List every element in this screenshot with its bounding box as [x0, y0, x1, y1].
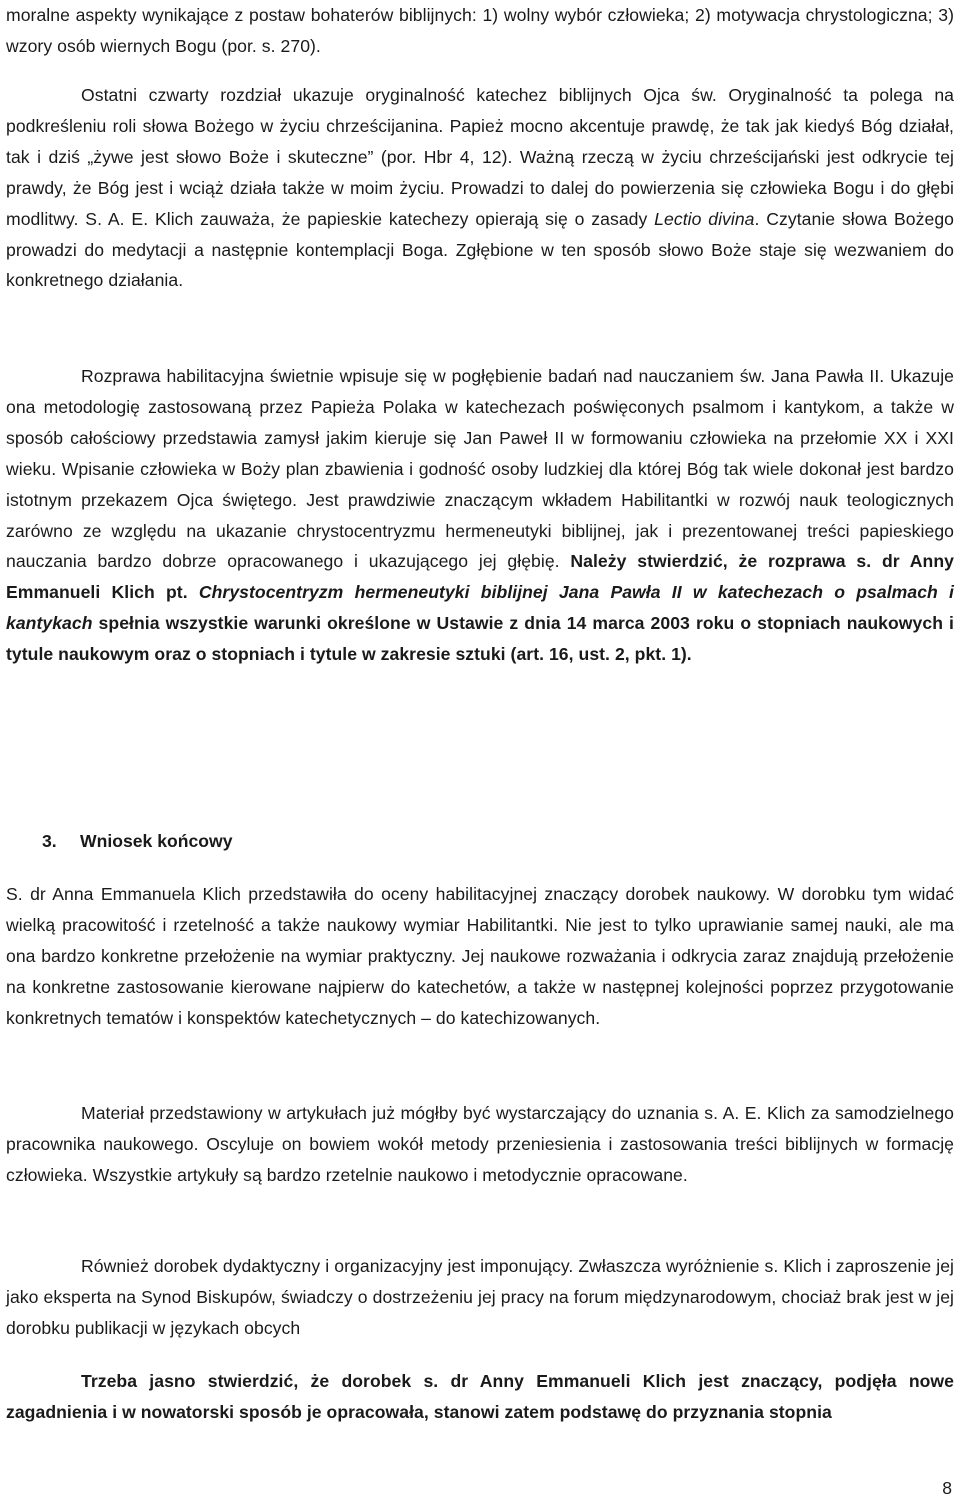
conclusion-statement: Należy stwierdzić, że rozprawa s. dr Anny Emmanueli Klich pt.: [6, 551, 954, 603]
paragraph-text: Ostatni czwarty rozdział ukazuje oryginalność katechez biblijnych Ojca św. Oryginalność ta polega na podkreśleniu roli słowa Bożego w życiu chrześcijanina. Papież mocno akcentuje prawdę, że tak jak kiedyś Bóg działał, tak i dziś „żywe jest słowo Boże i skuteczne” (por. Hbr 4, 12). Ważną rzeczą w życiu chrześcijański jest odkrycie tej prawdy, że Bóg jest i wciąż działa także w moim życiu. Prowadzi to dalej do powierzenia się człowieka Bogu i do głębi modlitwy. S. A. E. Klich zauważa, że papieskie katechezy opierają się o zasady: [6, 85, 954, 229]
paragraph-chapter-four: [6, 80, 954, 296]
paragraph-text: Również dorobek dydaktyczny i organizacyjny jest imponujący. Zwłaszcza wyróżnienie s. Klich i zaproszenie jej jako eksperta na Synod Biskupów, świadczy o dostrzeżeniu jej pracy na forum międzynarodowym, chociaż brak jest w jej dorobku publikacji w językach obcych: [6, 1256, 954, 1338]
paragraph-moral-aspects: [6, 0, 954, 62]
paragraph-text: Rozprawa habilitacyjna świetnie wpisuje się w pogłębienie badań nad nauczaniem św. Jana Pawła II. Ukazuje ona metodologię zastosowaną przez Papieża Polaka w katechezach poświęconych psalmom i kantykom, a także w sposób całościowy przedstawia zamysł jakim kieruje się Jan Paweł II w formowaniu człowieka na przełomie XX i XXI wieku. Wpisanie człowieka w Boży plan zbawienia i godność osoby ludzkiej dla której Bóg tak wiele dokonał jest bardzo istotnym przekazem Ojca świętego. Jest prawdziwie znaczącym wkładem Habilitantki w rozwój nauk teologicznych zarówno ze względu na ukazanie chrystocentryzmu hermeneutyki biblijnej, jak i prezentowanej treści papieskiego nauczania bardzo dobrze opracowanego i ukazującego jej głębię.: [6, 366, 954, 572]
paragraph-dissertation-assessment: [6, 361, 954, 670]
paragraph-didactic: [6, 1251, 954, 1344]
paragraph-text: Materiał przedstawiony w artykułach już mógłby być wystarczający do uznania s. A. E. Klich za samodzielnego pracownika naukowego. Oscyluje on bowiem wokół metody przeniesienia i zastosowania treści biblijnych w formację człowieka. Wszystkie artykuły są bardzo rzetelnie naukowo i metodycznie opracowane.: [6, 1103, 954, 1185]
paragraph-text: moralne aspekty wynikające z postaw bohaterów biblijnych: 1) wolny wybór człowieka; 2) motywacja chrystologiczna; 3) wzory osób wiernych Bogu (por. s. 270).: [6, 5, 954, 56]
conclusion-statement-end: spełnia wszystkie warunki określone w Ustawie z dnia 14 marca 2003 roku o stopniach naukowych i tytule naukowym oraz o stopniach i tytule w zakresie sztuki (art. 16, ust. 2, pkt. 1).: [6, 613, 954, 665]
dissertation-title: Chrystocentryzm hermeneutyki biblijnej Jana Pawła II w katechezach o psalmach i kantykach: [6, 582, 954, 634]
paragraph-final-statement: [6, 1366, 954, 1428]
paragraph-text: . Czytanie słowa Bożego prowadzi do medytacji a następnie kontemplacji Boga. Zgłębione w ten sposób słowo Boże staje się wezwaniem do konkretnego działania.: [6, 208, 954, 291]
page-number: 8: [942, 1478, 952, 1498]
section-heading: [42, 826, 233, 856]
section-number: 3.: [42, 831, 57, 851]
section-title: Wniosek końcowy: [80, 831, 233, 851]
paragraph-articles: [6, 1098, 954, 1191]
lectio-divina-term: Lectio divina: [654, 208, 755, 229]
paragraph-text: S. dr Anna Emmanuela Klich przedstawiła do oceny habilitacyjnej znaczący dorobek naukowy. W dorobku tym widać wielką pracowitość i rzetelność a także naukowy wymiar Habilitantki. Nie jest to tylko uprawianie samej nauki, ale ma ona bardzo konkretne przełożenie na wymiar praktyczny. Jej naukowe rozważania i odkrycia zaraz znajdują przełożenie na konkretne zastosowanie kierowane najpierw do katechetów, a także w następnej kolejności poprzez przygotowanie konkretnych tematów i konspektów katechetycznych – do katechizowanych.: [6, 884, 954, 1028]
paragraph-text: Trzeba jasno stwierdzić, że dorobek s. dr Anny Emmanueli Klich jest znaczący, podjęła nowe zagadnienia i w nowatorski sposób je opracowała, stanowi zatem podstawę do przyznania stopnia: [6, 1371, 954, 1422]
paragraph-final-conclusion: [6, 879, 954, 1034]
